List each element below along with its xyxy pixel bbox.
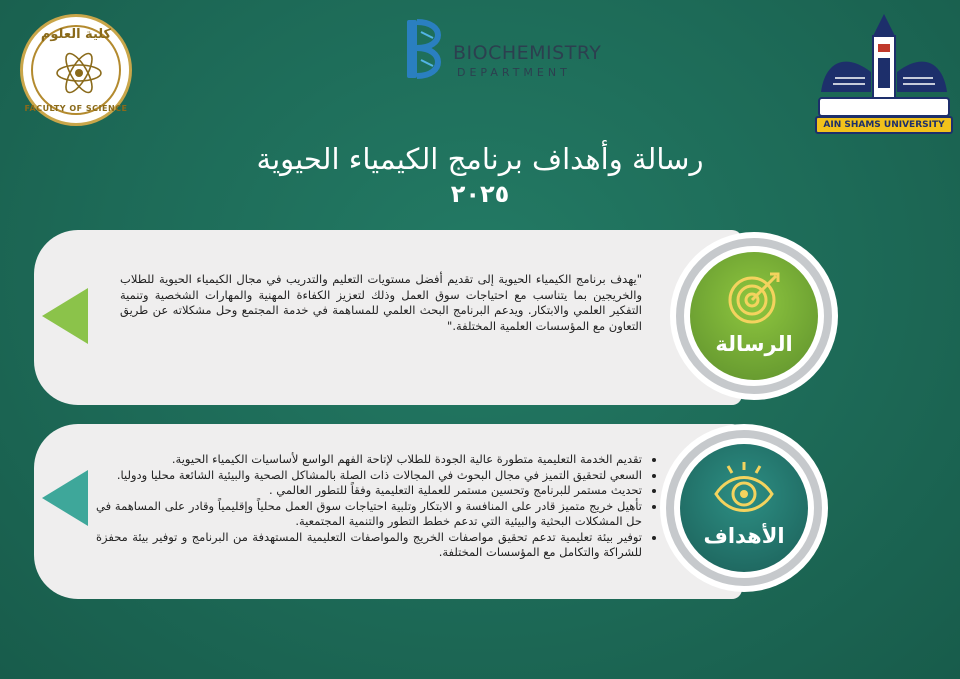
mission-arrow-icon	[42, 288, 88, 344]
goal-item: • تقديم الخدمة التعليمية متطورة عالية الجودة للطلاب لإتاحة الفهم الواسع لأساسيات الكيمياء الحيوية.	[96, 452, 642, 468]
goal-item: • توفير بيئة تعليمية تدعم تحقيق مواصفات الخريج والمواصفات التعليمية المستهدفة من البرنامج و توفير بيئة محفزة للشراكة والتكامل مع المؤسسات المختلفة.	[96, 530, 642, 561]
university-emblem-icon	[815, 12, 953, 118]
page-year: ٢٠٢٥	[450, 180, 510, 208]
dna-b-icon	[405, 18, 445, 80]
department-name: BIOCHEMISTRY	[453, 42, 602, 64]
faculty-logo-english-text: FACULTY OF SCIENCE	[24, 104, 128, 113]
ain-shams-university-logo	[815, 12, 953, 136]
goal-item: • السعي لتحقيق التميز في مجال البحوث في المجالات ذات الصلة بالمشاكل الصحية والبيئية الشائعة محليا ودوليا.	[96, 468, 642, 484]
goals-arrow-icon	[42, 470, 88, 526]
goals-badge	[660, 424, 828, 592]
mission-label: الرسالة	[715, 332, 793, 356]
mission-text: "يهدف برنامج الكيمياء الحيوية إلى تقديم أفضل مستويات التعليم والتدريب في مجال الكيمياء الحيوية للطلاب والخريجين بما يتناسب مع احتياجات سوق العمل وذلك لتعزيز الكفاءة المهنية والمهارات الشخصية وتنمية التفكير العلمي والابتكار. ويدعم البرنامج البحث العلمي للمساهمة في خدمة المجتمع وحل مشكلاته عن طريق التعاون مع المؤسسات العلمية المختلفة."	[120, 272, 642, 333]
biochemistry-department-logo	[405, 18, 602, 82]
goals-label: الأهداف	[703, 524, 785, 548]
atom-icon	[54, 48, 104, 98]
department-subtitle: DEPARTMENT	[457, 66, 571, 79]
mission-badge	[670, 232, 838, 400]
page-title: رسالة وأهداف برنامج الكيمياء الحيوية	[256, 142, 704, 176]
target-icon	[722, 266, 786, 330]
goals-badge-circle	[680, 444, 808, 572]
university-name: AIN SHAMS UNIVERSITY	[815, 116, 953, 134]
goals-list	[96, 452, 656, 561]
faculty-logo-arabic-text: كلية العلوم	[40, 27, 112, 42]
goal-item: • تأهيل خريج متميز قادر على المنافسة و الابتكار وتلبية احتياجات سوق العمل محلياً وإقليمياً وقادر على المساهمة في حل المشكلات البحثية والبيئية التي تدعم خطط التطور والتنمية المجتمعية.	[96, 499, 642, 530]
goal-item: • تحديث مستمر للبرنامج وتحسين مستمر للعملية التعليمية وفقاً للتطور العالمي .	[96, 483, 642, 499]
faculty-of-science-logo	[20, 14, 132, 126]
eye-gear-icon	[712, 458, 776, 522]
mission-badge-circle	[690, 252, 818, 380]
